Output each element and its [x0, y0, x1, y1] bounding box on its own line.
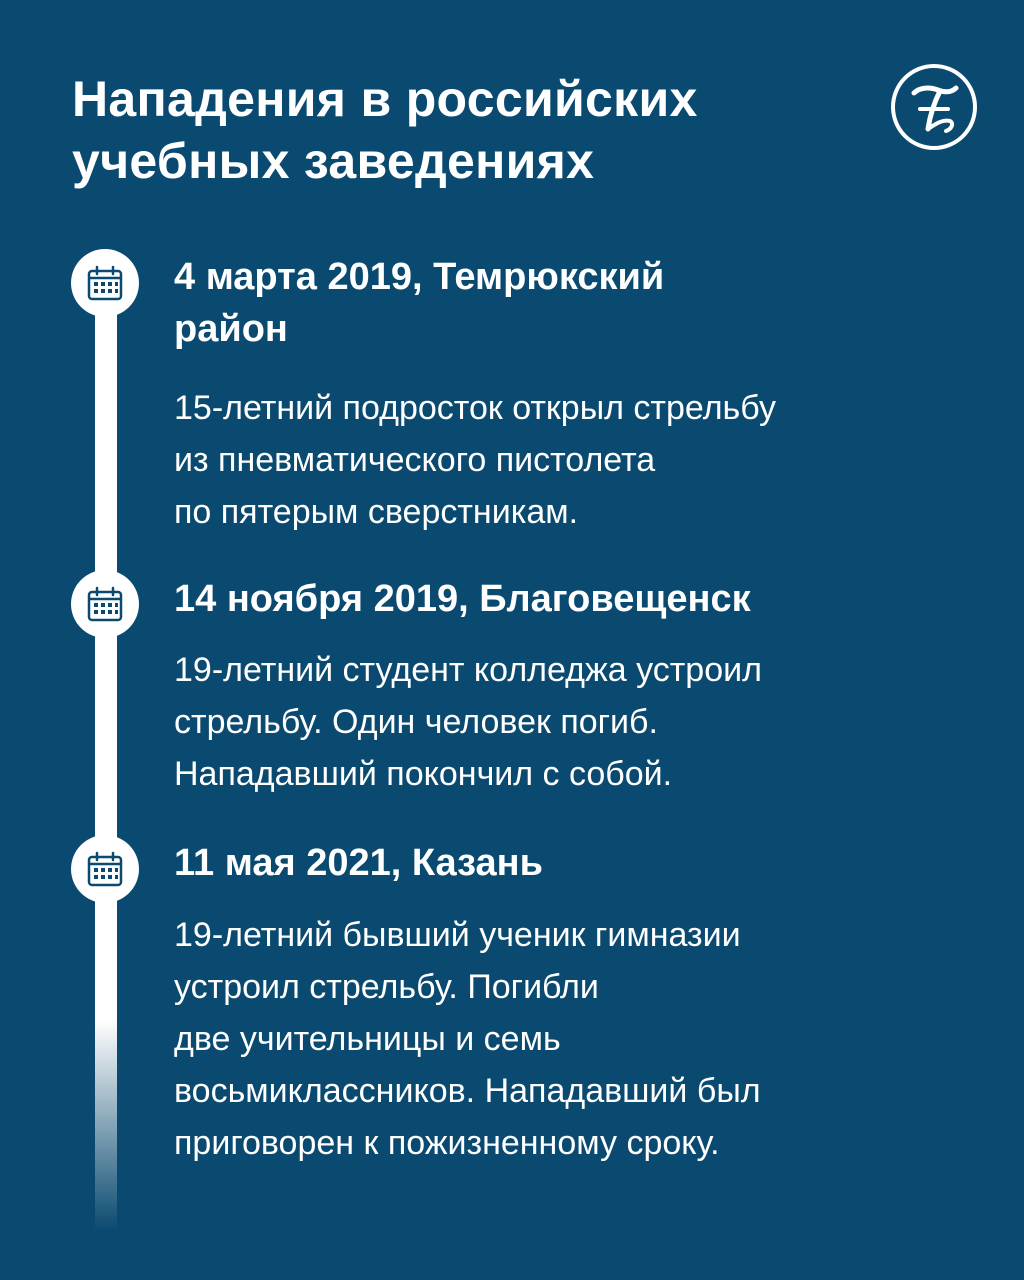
- event-text-line: стрельбу. Один человек погиб.: [174, 703, 658, 741]
- event-text-line: из пневматического пистолета: [174, 441, 656, 479]
- event-text-line: 15-летний подросток открыл стрельбу: [174, 389, 776, 427]
- calendar-icon: [85, 263, 125, 303]
- event-text-line: по пятерым сверстникам.: [174, 493, 579, 531]
- event-heading-line: 4 марта 2019, Темрюкский: [174, 256, 665, 298]
- event-text-line: Нападавший покончил с собой.: [174, 755, 673, 793]
- event-text-line: две учительницы и семь: [174, 1020, 561, 1058]
- title-line: учебных заведениях: [72, 133, 595, 189]
- timeline-marker: [71, 570, 139, 638]
- event-text-line: 19-летний бывший ученик гимназии: [174, 916, 741, 954]
- publisher-logo-icon: [890, 63, 978, 151]
- event-text-line: восьмиклассников. Нападавший был: [174, 1072, 761, 1110]
- event-heading: [174, 837, 954, 889]
- calendar-icon: [85, 584, 125, 624]
- calendar-icon: [85, 849, 125, 889]
- event-description: [174, 382, 974, 538]
- event-heading: [174, 573, 954, 625]
- event-text-line: устроил стрельбу. Погибли: [174, 968, 599, 1006]
- event-description: [174, 909, 974, 1169]
- event-heading-line: район: [174, 308, 288, 350]
- timeline-line: [95, 275, 117, 1230]
- event-description: [174, 644, 974, 800]
- event-text-line: 19-летний студент колледжа устроил: [174, 651, 762, 689]
- timeline-marker: [71, 835, 139, 903]
- event-heading-line: 14 ноября 2019, Благовещенск: [174, 578, 751, 620]
- page-title: [72, 68, 852, 192]
- event-text-line: приговорен к пожизненному сроку.: [174, 1124, 720, 1162]
- event-heading: [174, 251, 954, 355]
- event-heading-line: 11 мая 2021, Казань: [174, 842, 543, 884]
- timeline-marker: [71, 249, 139, 317]
- title-line: Нападения в российских: [72, 71, 698, 127]
